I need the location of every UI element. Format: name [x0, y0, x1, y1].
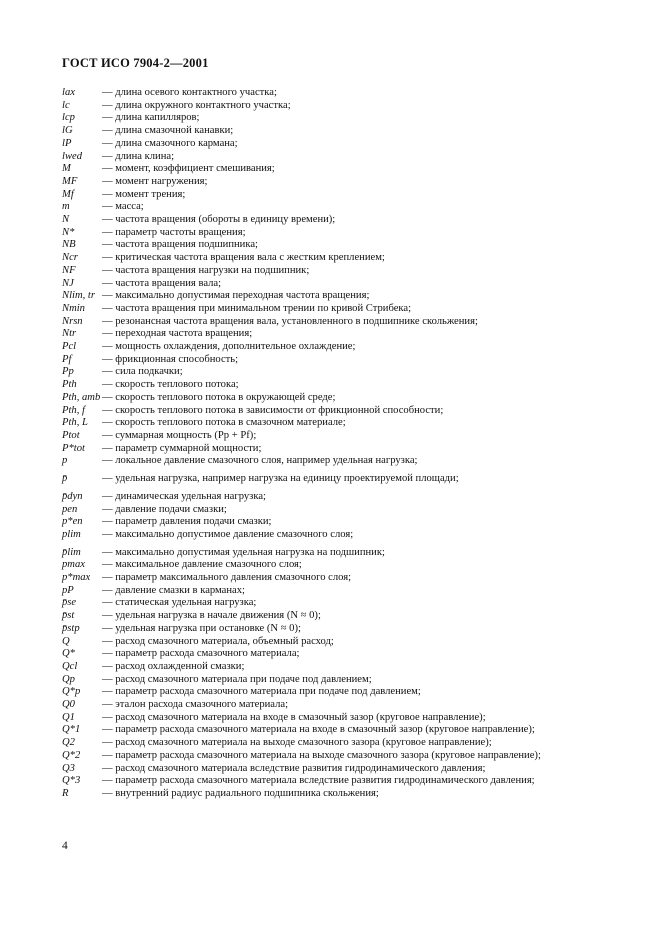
symbol-description: — расход смазочного материала, объемный расход;: [102, 635, 334, 647]
page-number: 4: [62, 840, 68, 852]
symbol: Q0: [62, 699, 75, 711]
symbol-description: — частота вращения при минимальном трении по кривой Стрибека;: [102, 302, 412, 314]
symbol-description: — частота вращения (обороты в единицу времени);: [102, 214, 336, 226]
symbol: p̄stp: [62, 622, 80, 634]
symbol: Q*p: [62, 686, 81, 698]
symbol: p: [62, 455, 68, 467]
symbol-description: — скорость теплового потока в окружающей среде;: [102, 391, 336, 403]
symbol: p̄dyn: [62, 490, 83, 502]
symbol-row: [62, 623, 622, 636]
symbol-row: [62, 189, 622, 202]
symbol-description: — параметр давления подачи смазки;: [102, 516, 272, 528]
symbol-description: — частота вращения подшипника;: [102, 239, 258, 251]
symbol-description: — удельная нагрузка в начале движения (N ≈ 0);: [102, 610, 321, 622]
symbol-description: — масса;: [102, 201, 144, 213]
symbol-row: [62, 559, 622, 572]
symbol-description: — расход охлажденной смазки;: [102, 660, 245, 672]
symbol: R: [62, 787, 69, 799]
symbol: Qp: [62, 673, 75, 685]
symbol-description: — расход смазочного материала при подаче под давлением;: [102, 673, 372, 685]
symbol-row: [62, 316, 622, 329]
symbol: p̄: [62, 473, 68, 485]
symbol-row: [62, 239, 622, 252]
symbol-description: — статическая удельная нагрузка;: [102, 597, 257, 609]
symbol-row: [62, 176, 622, 189]
symbol-row: [62, 138, 622, 151]
symbol-row: [62, 125, 622, 138]
symbol: p̄se: [62, 597, 77, 609]
symbol-row: [62, 87, 622, 100]
symbol-row: [62, 341, 622, 354]
symbol: Q*3: [62, 775, 81, 787]
symbol-description: — длина смазочного кармана;: [102, 137, 238, 149]
symbol-row: [62, 547, 622, 560]
symbol: N*: [62, 226, 75, 238]
symbol-description: — давление смазки в карманах;: [102, 584, 245, 596]
symbol: Pth, L: [62, 417, 88, 429]
symbol-row: [62, 712, 622, 725]
symbol-row: [62, 737, 622, 750]
symbol: Nrsn: [62, 315, 83, 327]
symbol-description: — эталон расхода смазочного материала;: [102, 699, 289, 711]
symbol: Pcl: [62, 341, 77, 353]
symbol-row: [62, 775, 622, 788]
symbol: NB: [62, 239, 76, 251]
symbol-description: — параметр расхода смазочного материала при подаче под давлением;: [102, 686, 421, 698]
symbol: Pth, amb: [62, 391, 101, 403]
symbol-row: [62, 354, 622, 367]
symbol-row: [62, 379, 622, 392]
symbol-row: [62, 763, 622, 776]
symbol-row: [62, 112, 622, 125]
symbol-row: [62, 648, 622, 661]
symbol-row: [62, 491, 622, 504]
symbol-row: [62, 151, 622, 164]
symbol-description: — удельная нагрузка при остановке (N ≈ 0);: [102, 622, 301, 634]
symbol-description: — скорость теплового потока в смазочном материале;: [102, 417, 346, 429]
symbol-description: — максимально допустимая переходная частота вращения;: [102, 290, 370, 302]
symbol-row: [62, 504, 622, 517]
symbol-row: [62, 405, 622, 418]
symbol-description: — расход смазочного материала на входе в смазочный зазор (круговое направление);: [102, 711, 486, 723]
symbol-row: [62, 686, 622, 699]
symbol-description: — параметр расхода смазочного материала на выходе смазочного зазора (круговое направление);: [102, 749, 541, 761]
symbol-row: [62, 278, 622, 291]
symbol-description: — сила подкачки;: [102, 366, 183, 378]
symbol-row: [62, 572, 622, 585]
symbol-description: — фрикционная способность;: [102, 353, 239, 365]
symbol: lwed: [62, 150, 83, 162]
symbol-row: [62, 529, 622, 542]
symbol-list: [62, 87, 622, 801]
symbol-description: — параметр расхода смазочного материала;: [102, 648, 300, 660]
symbol: Nmin: [62, 302, 85, 314]
symbol: pP: [62, 584, 74, 596]
symbol-row: [62, 100, 622, 113]
symbol-description: — момент нагружения;: [102, 175, 208, 187]
symbol-row: [62, 303, 622, 316]
symbol: Q*1: [62, 724, 81, 736]
symbol-description: — скорость теплового потока;: [102, 379, 239, 391]
symbol-row: [62, 392, 622, 405]
symbol-row: [62, 516, 622, 529]
symbol-row: [62, 252, 622, 265]
symbol-description: — длина окружного контактного участка;: [102, 99, 291, 111]
document-header: ГОСТ ИСО 7904-2—2001: [62, 56, 209, 70]
symbol: lG: [62, 125, 73, 137]
symbol-description: — частота вращения нагрузки на подшипник;: [102, 264, 310, 276]
symbol-row: [62, 328, 622, 341]
symbol-description: — удельная нагрузка, например нагрузка на единицу проектируемой площади;: [102, 473, 459, 485]
symbol: pmax: [62, 559, 85, 571]
symbol: Q1: [62, 711, 75, 723]
symbol: p*en: [62, 516, 83, 528]
symbol-row: [62, 597, 622, 610]
symbol-description: — переходная частота вращения;: [102, 328, 253, 340]
symbol-description: — длина осевого контактного участка;: [102, 87, 277, 98]
symbol-row: [62, 227, 622, 240]
symbol-description: — момент трения;: [102, 188, 186, 200]
symbol-description: — длина клина;: [102, 150, 175, 162]
symbol-description: — максимально допустимая удельная нагрузка на подшипник;: [102, 546, 385, 558]
symbol-description: — длина капилляров;: [102, 112, 200, 124]
symbol-row: [62, 290, 622, 303]
symbol-description: — критическая частота вращения вала с жестким креплением;: [102, 252, 385, 264]
symbol-row: [62, 455, 622, 468]
symbol: p*max: [62, 572, 91, 584]
symbol-row: [62, 585, 622, 598]
symbol: Pf: [62, 353, 72, 365]
symbol: Mf: [62, 188, 74, 200]
symbol: Q: [62, 635, 70, 647]
symbol: Ncr: [62, 252, 78, 264]
symbol-description: — давление подачи смазки;: [102, 503, 227, 515]
symbol-row: [62, 788, 622, 801]
symbol-row: [62, 265, 622, 278]
symbol: pen: [62, 503, 78, 515]
symbol: NJ: [62, 277, 74, 289]
symbol: Qcl: [62, 660, 78, 672]
symbol-description: — расход смазочного материала вследствие развития гидродинамического давления;: [102, 762, 486, 774]
symbol: p̄lim: [62, 546, 81, 558]
symbol-description: — параметр частоты вращения;: [102, 226, 246, 238]
symbol-row: [62, 417, 622, 430]
symbol-row: [62, 724, 622, 737]
symbol: lc: [62, 99, 70, 111]
symbol: Q2: [62, 737, 75, 749]
symbol-description: — локальное давление смазочного слоя, например удельная нагрузка;: [102, 455, 418, 467]
symbol-description: — расход смазочного материала на выходе смазочного зазора (круговое направление);: [102, 737, 492, 749]
symbol: Q3: [62, 762, 75, 774]
symbol-description: — резонансная частота вращения вала, установленного в подшипнике скольжения;: [102, 315, 478, 327]
symbol-description: — частота вращения вала;: [102, 277, 222, 289]
symbol-row: [62, 610, 622, 623]
symbol: Ptot: [62, 429, 80, 441]
symbol: Pth, f: [62, 404, 85, 416]
symbol: Ntr: [62, 328, 77, 340]
symbol: plim: [62, 528, 81, 540]
symbol: m: [62, 201, 70, 213]
symbol: MF: [62, 175, 78, 187]
symbol-description: — параметр максимального давления смазочного слоя;: [102, 572, 352, 584]
symbol-description: — динамическая удельная нагрузка;: [102, 490, 266, 502]
symbol: lax: [62, 87, 75, 98]
symbol-description: — внутренний радиус радиального подшипника скольжения;: [102, 787, 379, 799]
symbol-description: — параметр расхода смазочного материала на входе в смазочный зазор (круговое направление);: [102, 724, 535, 736]
symbol-description: — параметр суммарной мощности;: [102, 442, 262, 454]
symbol-description: — суммарная мощность (Pp + Pf);: [102, 429, 257, 441]
symbol: P*tot: [62, 442, 85, 454]
symbol: Pp: [62, 366, 74, 378]
symbol-row: [62, 674, 622, 687]
symbol-description: — максимально допустимое давление смазочного слоя;: [102, 528, 354, 540]
symbol: Q*: [62, 648, 75, 660]
symbol-row: [62, 366, 622, 379]
symbol-row: [62, 214, 622, 227]
symbol-description: — момент, коэффициент смешивания;: [102, 163, 275, 175]
symbol: Nlim, tr: [62, 290, 95, 302]
symbol-row: [62, 661, 622, 674]
symbol: N: [62, 214, 70, 226]
symbol: Q*2: [62, 749, 81, 761]
symbol: M: [62, 163, 71, 175]
symbol-description: — мощность охлаждения, дополнительное охлаждение;: [102, 341, 356, 353]
symbol-row: [62, 163, 622, 176]
symbol-description: — параметр расхода смазочного материала вследствие развития гидродинамического давления;: [102, 775, 535, 787]
symbol-description: — скорость теплового потока в зависимости от фрикционной способности;: [102, 404, 444, 416]
symbol-row: [62, 473, 622, 486]
symbol-row: [62, 699, 622, 712]
symbol-row: [62, 750, 622, 763]
symbol-row: [62, 636, 622, 649]
symbol: lcp: [62, 112, 75, 124]
symbol-row: [62, 201, 622, 214]
symbol: lP: [62, 137, 72, 149]
symbol-row: [62, 430, 622, 443]
symbol: Pth: [62, 379, 77, 391]
symbol-row: [62, 443, 622, 456]
symbol: p̄st: [62, 610, 75, 622]
symbol: NF: [62, 264, 76, 276]
symbol-description: — максимальное давление смазочного слоя;: [102, 559, 302, 571]
symbol-description: — длина смазочной канавки;: [102, 125, 234, 137]
